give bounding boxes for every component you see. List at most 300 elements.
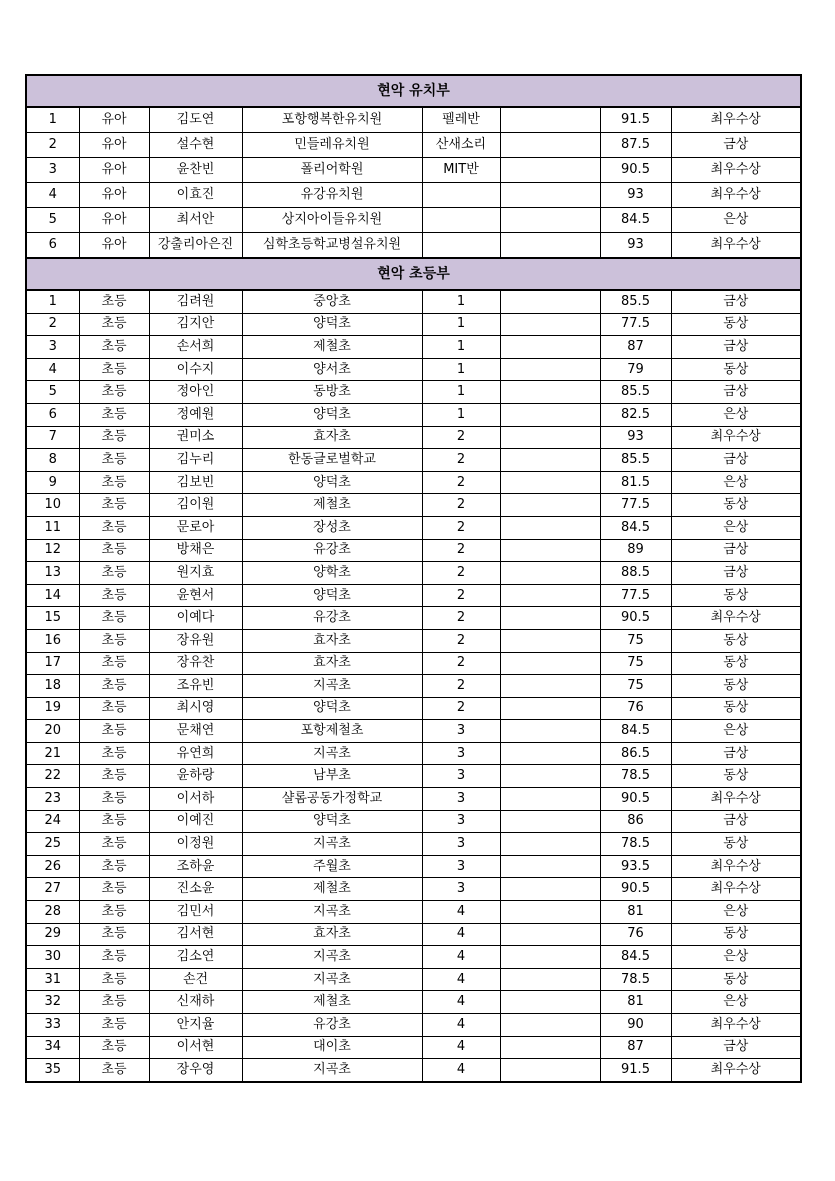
cell-division: 유아 bbox=[79, 133, 149, 158]
cell-number: 8 bbox=[26, 449, 79, 472]
cell-school: 샬롬공동가정학교 bbox=[242, 788, 422, 811]
cell-number: 2 bbox=[26, 313, 79, 336]
cell-school: 남부초 bbox=[242, 765, 422, 788]
table-row bbox=[26, 403, 801, 426]
cell-number: 2 bbox=[26, 133, 79, 158]
cell-award: 최우수상 bbox=[671, 107, 801, 133]
table-row bbox=[26, 652, 801, 675]
cell-number: 10 bbox=[26, 494, 79, 517]
cell-number: 6 bbox=[26, 233, 79, 259]
cell-score: 84.5 bbox=[600, 516, 671, 539]
cell-score: 77.5 bbox=[600, 313, 671, 336]
cell-number: 26 bbox=[26, 855, 79, 878]
cell-extra bbox=[500, 313, 600, 336]
cell-class: 2 bbox=[422, 652, 500, 675]
table-row bbox=[26, 381, 801, 404]
section-title: 현악 유치부 bbox=[26, 75, 801, 107]
cell-class: 4 bbox=[422, 923, 500, 946]
table-row bbox=[26, 788, 801, 811]
cell-score: 85.5 bbox=[600, 449, 671, 472]
cell-number: 4 bbox=[26, 358, 79, 381]
table-row bbox=[26, 742, 801, 765]
cell-name: 이수지 bbox=[149, 358, 242, 381]
cell-class: 2 bbox=[422, 516, 500, 539]
cell-division: 초등 bbox=[79, 516, 149, 539]
cell-school: 포항제철초 bbox=[242, 720, 422, 743]
cell-school: 제철초 bbox=[242, 878, 422, 901]
cell-score: 90 bbox=[600, 1014, 671, 1037]
cell-division: 초등 bbox=[79, 720, 149, 743]
cell-school: 효자초 bbox=[242, 923, 422, 946]
cell-division: 초등 bbox=[79, 358, 149, 381]
cell-award: 금상 bbox=[671, 742, 801, 765]
cell-award: 동상 bbox=[671, 584, 801, 607]
cell-number: 23 bbox=[26, 788, 79, 811]
cell-score: 78.5 bbox=[600, 968, 671, 991]
cell-extra bbox=[500, 675, 600, 698]
cell-school: 지곡초 bbox=[242, 833, 422, 856]
table-row bbox=[26, 697, 801, 720]
cell-class: 1 bbox=[422, 313, 500, 336]
cell-division: 초등 bbox=[79, 765, 149, 788]
cell-school: 지곡초 bbox=[242, 968, 422, 991]
cell-division: 초등 bbox=[79, 901, 149, 924]
table-row bbox=[26, 290, 801, 313]
cell-school: 지곡초 bbox=[242, 1059, 422, 1082]
cell-award: 동상 bbox=[671, 313, 801, 336]
cell-extra bbox=[500, 584, 600, 607]
cell-award: 은상 bbox=[671, 946, 801, 969]
cell-extra bbox=[500, 358, 600, 381]
cell-name: 김이원 bbox=[149, 494, 242, 517]
cell-division: 초등 bbox=[79, 607, 149, 630]
cell-school: 지곡초 bbox=[242, 901, 422, 924]
cell-number: 7 bbox=[26, 426, 79, 449]
cell-award: 은상 bbox=[671, 208, 801, 233]
cell-extra bbox=[500, 494, 600, 517]
cell-extra bbox=[500, 765, 600, 788]
cell-score: 90.5 bbox=[600, 607, 671, 630]
cell-class: 3 bbox=[422, 878, 500, 901]
cell-division: 초등 bbox=[79, 810, 149, 833]
cell-division: 초등 bbox=[79, 855, 149, 878]
table-row bbox=[26, 584, 801, 607]
cell-number: 29 bbox=[26, 923, 79, 946]
cell-division: 초등 bbox=[79, 991, 149, 1014]
table-row bbox=[26, 426, 801, 449]
cell-award: 동상 bbox=[671, 765, 801, 788]
cell-score: 89 bbox=[600, 539, 671, 562]
table-row bbox=[26, 901, 801, 924]
cell-extra bbox=[500, 833, 600, 856]
cell-name: 이예다 bbox=[149, 607, 242, 630]
cell-number: 1 bbox=[26, 107, 79, 133]
cell-number: 1 bbox=[26, 290, 79, 313]
table-row bbox=[26, 562, 801, 585]
table-row bbox=[26, 133, 801, 158]
table-row bbox=[26, 810, 801, 833]
cell-name: 장유찬 bbox=[149, 652, 242, 675]
cell-school: 제철초 bbox=[242, 336, 422, 359]
cell-division: 초등 bbox=[79, 1014, 149, 1037]
table-row bbox=[26, 923, 801, 946]
cell-extra bbox=[500, 607, 600, 630]
cell-class: MIT반 bbox=[422, 158, 500, 183]
cell-name: 조유빈 bbox=[149, 675, 242, 698]
cell-extra bbox=[500, 652, 600, 675]
cell-class: 4 bbox=[422, 1036, 500, 1059]
cell-award: 최우수상 bbox=[671, 233, 801, 259]
cell-school: 양덕초 bbox=[242, 697, 422, 720]
cell-number: 15 bbox=[26, 607, 79, 630]
cell-number: 32 bbox=[26, 991, 79, 1014]
cell-name: 손서희 bbox=[149, 336, 242, 359]
cell-extra bbox=[500, 233, 600, 259]
cell-award: 동상 bbox=[671, 652, 801, 675]
cell-class: 4 bbox=[422, 1059, 500, 1082]
cell-division: 유아 bbox=[79, 107, 149, 133]
cell-name: 김민서 bbox=[149, 901, 242, 924]
cell-number: 3 bbox=[26, 158, 79, 183]
cell-score: 78.5 bbox=[600, 833, 671, 856]
cell-class: 펠레반 bbox=[422, 107, 500, 133]
cell-number: 33 bbox=[26, 1014, 79, 1037]
cell-extra bbox=[500, 697, 600, 720]
cell-score: 79 bbox=[600, 358, 671, 381]
cell-name: 이서하 bbox=[149, 788, 242, 811]
cell-number: 21 bbox=[26, 742, 79, 765]
cell-award: 금상 bbox=[671, 539, 801, 562]
table-row bbox=[26, 449, 801, 472]
cell-name: 김서현 bbox=[149, 923, 242, 946]
cell-award: 금상 bbox=[671, 1036, 801, 1059]
table-row bbox=[26, 107, 801, 133]
cell-score: 81 bbox=[600, 991, 671, 1014]
cell-school: 유강초 bbox=[242, 1014, 422, 1037]
cell-number: 18 bbox=[26, 675, 79, 698]
cell-school: 장성초 bbox=[242, 516, 422, 539]
table-row bbox=[26, 358, 801, 381]
cell-name: 윤하랑 bbox=[149, 765, 242, 788]
cell-school: 포항행복한유치원 bbox=[242, 107, 422, 133]
cell-award: 최우수상 bbox=[671, 855, 801, 878]
cell-score: 76 bbox=[600, 697, 671, 720]
table-row bbox=[26, 1036, 801, 1059]
cell-score: 93 bbox=[600, 233, 671, 259]
cell-division: 초등 bbox=[79, 675, 149, 698]
cell-extra bbox=[500, 158, 600, 183]
cell-number: 14 bbox=[26, 584, 79, 607]
cell-name: 문채연 bbox=[149, 720, 242, 743]
cell-class: 2 bbox=[422, 562, 500, 585]
cell-school: 유강초 bbox=[242, 607, 422, 630]
cell-school: 제철초 bbox=[242, 991, 422, 1014]
table-row bbox=[26, 1059, 801, 1082]
cell-number: 20 bbox=[26, 720, 79, 743]
cell-school: 유강초 bbox=[242, 539, 422, 562]
cell-division: 초등 bbox=[79, 923, 149, 946]
cell-division: 초등 bbox=[79, 449, 149, 472]
cell-school: 상지아이들유치원 bbox=[242, 208, 422, 233]
cell-name: 김누리 bbox=[149, 449, 242, 472]
cell-score: 87.5 bbox=[600, 133, 671, 158]
cell-class: 2 bbox=[422, 539, 500, 562]
cell-school: 양덕초 bbox=[242, 471, 422, 494]
cell-class: 1 bbox=[422, 336, 500, 359]
cell-score: 85.5 bbox=[600, 381, 671, 404]
cell-number: 11 bbox=[26, 516, 79, 539]
cell-division: 초등 bbox=[79, 1036, 149, 1059]
cell-score: 76 bbox=[600, 923, 671, 946]
cell-number: 34 bbox=[26, 1036, 79, 1059]
cell-name: 권미소 bbox=[149, 426, 242, 449]
results-body bbox=[26, 75, 801, 1082]
cell-class: 1 bbox=[422, 358, 500, 381]
cell-extra bbox=[500, 471, 600, 494]
cell-division: 유아 bbox=[79, 158, 149, 183]
cell-school: 효자초 bbox=[242, 652, 422, 675]
table-row bbox=[26, 494, 801, 517]
cell-school: 지곡초 bbox=[242, 742, 422, 765]
cell-number: 17 bbox=[26, 652, 79, 675]
cell-number: 5 bbox=[26, 381, 79, 404]
cell-extra bbox=[500, 788, 600, 811]
table-row bbox=[26, 675, 801, 698]
cell-class: 4 bbox=[422, 901, 500, 924]
cell-class bbox=[422, 208, 500, 233]
section-header bbox=[26, 75, 801, 107]
cell-name: 손건 bbox=[149, 968, 242, 991]
cell-extra bbox=[500, 133, 600, 158]
cell-score: 90.5 bbox=[600, 158, 671, 183]
cell-number: 35 bbox=[26, 1059, 79, 1082]
cell-division: 초등 bbox=[79, 878, 149, 901]
table-row bbox=[26, 471, 801, 494]
cell-extra bbox=[500, 742, 600, 765]
cell-school: 효자초 bbox=[242, 426, 422, 449]
cell-name: 진소윤 bbox=[149, 878, 242, 901]
cell-award: 동상 bbox=[671, 675, 801, 698]
cell-name: 김려원 bbox=[149, 290, 242, 313]
cell-class: 4 bbox=[422, 991, 500, 1014]
cell-division: 초등 bbox=[79, 290, 149, 313]
table-row bbox=[26, 158, 801, 183]
table-row bbox=[26, 516, 801, 539]
cell-award: 은상 bbox=[671, 720, 801, 743]
cell-school: 양덕초 bbox=[242, 403, 422, 426]
cell-name: 김도연 bbox=[149, 107, 242, 133]
cell-name: 이효진 bbox=[149, 183, 242, 208]
cell-class: 3 bbox=[422, 720, 500, 743]
cell-score: 81.5 bbox=[600, 471, 671, 494]
table-row bbox=[26, 1014, 801, 1037]
cell-school: 지곡초 bbox=[242, 946, 422, 969]
cell-name: 최서안 bbox=[149, 208, 242, 233]
cell-school: 한동글로벌학교 bbox=[242, 449, 422, 472]
cell-division: 초등 bbox=[79, 494, 149, 517]
cell-school: 지곡초 bbox=[242, 675, 422, 698]
cell-extra bbox=[500, 107, 600, 133]
cell-division: 초등 bbox=[79, 742, 149, 765]
cell-class: 2 bbox=[422, 697, 500, 720]
cell-extra bbox=[500, 1036, 600, 1059]
cell-score: 78.5 bbox=[600, 765, 671, 788]
cell-award: 동상 bbox=[671, 697, 801, 720]
cell-school: 제철초 bbox=[242, 494, 422, 517]
cell-class: 2 bbox=[422, 607, 500, 630]
cell-school: 양덕초 bbox=[242, 313, 422, 336]
results-table bbox=[25, 74, 802, 1083]
cell-number: 27 bbox=[26, 878, 79, 901]
cell-award: 은상 bbox=[671, 516, 801, 539]
cell-score: 88.5 bbox=[600, 562, 671, 585]
cell-name: 최시영 bbox=[149, 697, 242, 720]
cell-class: 4 bbox=[422, 968, 500, 991]
cell-class: 3 bbox=[422, 765, 500, 788]
cell-extra bbox=[500, 901, 600, 924]
cell-class: 1 bbox=[422, 381, 500, 404]
cell-school: 심학초등학교병설유치원 bbox=[242, 233, 422, 259]
cell-class: 4 bbox=[422, 946, 500, 969]
cell-division: 초등 bbox=[79, 336, 149, 359]
cell-name: 김소연 bbox=[149, 946, 242, 969]
cell-score: 91.5 bbox=[600, 107, 671, 133]
cell-division: 초등 bbox=[79, 629, 149, 652]
cell-division: 초등 bbox=[79, 562, 149, 585]
cell-class: 산새소리 bbox=[422, 133, 500, 158]
cell-score: 75 bbox=[600, 629, 671, 652]
cell-division: 초등 bbox=[79, 833, 149, 856]
cell-score: 93.5 bbox=[600, 855, 671, 878]
cell-name: 장우영 bbox=[149, 1059, 242, 1082]
cell-class: 1 bbox=[422, 403, 500, 426]
cell-score: 82.5 bbox=[600, 403, 671, 426]
cell-name: 신재하 bbox=[149, 991, 242, 1014]
cell-name: 김보빈 bbox=[149, 471, 242, 494]
cell-division: 유아 bbox=[79, 233, 149, 259]
cell-score: 77.5 bbox=[600, 584, 671, 607]
cell-award: 최우수상 bbox=[671, 426, 801, 449]
cell-award: 은상 bbox=[671, 991, 801, 1014]
table-row bbox=[26, 720, 801, 743]
cell-award: 최우수상 bbox=[671, 788, 801, 811]
cell-award: 동상 bbox=[671, 629, 801, 652]
cell-score: 81 bbox=[600, 901, 671, 924]
cell-award: 동상 bbox=[671, 923, 801, 946]
cell-score: 87 bbox=[600, 1036, 671, 1059]
cell-score: 91.5 bbox=[600, 1059, 671, 1082]
cell-score: 90.5 bbox=[600, 878, 671, 901]
cell-school: 유강유치원 bbox=[242, 183, 422, 208]
cell-number: 16 bbox=[26, 629, 79, 652]
cell-division: 초등 bbox=[79, 697, 149, 720]
cell-award: 동상 bbox=[671, 968, 801, 991]
table-row bbox=[26, 765, 801, 788]
cell-extra bbox=[500, 878, 600, 901]
cell-number: 19 bbox=[26, 697, 79, 720]
cell-extra bbox=[500, 855, 600, 878]
cell-division: 초등 bbox=[79, 471, 149, 494]
cell-school: 폴리어학원 bbox=[242, 158, 422, 183]
section-header bbox=[26, 258, 801, 290]
cell-extra bbox=[500, 208, 600, 233]
cell-school: 양학초 bbox=[242, 562, 422, 585]
cell-name: 정예원 bbox=[149, 403, 242, 426]
cell-extra bbox=[500, 720, 600, 743]
cell-name: 윤현서 bbox=[149, 584, 242, 607]
cell-number: 3 bbox=[26, 336, 79, 359]
cell-score: 75 bbox=[600, 675, 671, 698]
cell-class: 2 bbox=[422, 675, 500, 698]
cell-extra bbox=[500, 336, 600, 359]
cell-extra bbox=[500, 516, 600, 539]
cell-award: 금상 bbox=[671, 336, 801, 359]
table-row bbox=[26, 968, 801, 991]
cell-class: 4 bbox=[422, 1014, 500, 1037]
cell-name: 조하윤 bbox=[149, 855, 242, 878]
cell-class: 3 bbox=[422, 742, 500, 765]
cell-name: 원지효 bbox=[149, 562, 242, 585]
table-row bbox=[26, 855, 801, 878]
cell-school: 주월초 bbox=[242, 855, 422, 878]
cell-name: 김지안 bbox=[149, 313, 242, 336]
cell-name: 안지율 bbox=[149, 1014, 242, 1037]
cell-class: 2 bbox=[422, 584, 500, 607]
cell-class bbox=[422, 233, 500, 259]
cell-name: 이서현 bbox=[149, 1036, 242, 1059]
cell-division: 초등 bbox=[79, 968, 149, 991]
cell-name: 방채은 bbox=[149, 539, 242, 562]
cell-score: 84.5 bbox=[600, 208, 671, 233]
cell-class: 2 bbox=[422, 449, 500, 472]
cell-class: 1 bbox=[422, 290, 500, 313]
cell-number: 6 bbox=[26, 403, 79, 426]
cell-division: 초등 bbox=[79, 539, 149, 562]
cell-number: 4 bbox=[26, 183, 79, 208]
cell-division: 유아 bbox=[79, 183, 149, 208]
cell-number: 5 bbox=[26, 208, 79, 233]
table-row bbox=[26, 336, 801, 359]
cell-award: 최우수상 bbox=[671, 183, 801, 208]
cell-score: 75 bbox=[600, 652, 671, 675]
cell-extra bbox=[500, 991, 600, 1014]
cell-score: 93 bbox=[600, 183, 671, 208]
cell-score: 77.5 bbox=[600, 494, 671, 517]
table-row bbox=[26, 539, 801, 562]
cell-class: 3 bbox=[422, 810, 500, 833]
cell-award: 금상 bbox=[671, 810, 801, 833]
cell-name: 유연희 bbox=[149, 742, 242, 765]
section-title: 현악 초등부 bbox=[26, 258, 801, 290]
cell-division: 초등 bbox=[79, 313, 149, 336]
cell-extra bbox=[500, 426, 600, 449]
cell-number: 31 bbox=[26, 968, 79, 991]
table-row bbox=[26, 313, 801, 336]
cell-score: 84.5 bbox=[600, 946, 671, 969]
cell-score: 87 bbox=[600, 336, 671, 359]
cell-number: 28 bbox=[26, 901, 79, 924]
cell-division: 초등 bbox=[79, 946, 149, 969]
cell-class: 2 bbox=[422, 494, 500, 517]
cell-name: 이정원 bbox=[149, 833, 242, 856]
table-row bbox=[26, 233, 801, 259]
cell-extra bbox=[500, 1059, 600, 1082]
cell-number: 25 bbox=[26, 833, 79, 856]
table-row bbox=[26, 629, 801, 652]
cell-school: 대이초 bbox=[242, 1036, 422, 1059]
table-row bbox=[26, 607, 801, 630]
cell-award: 은상 bbox=[671, 901, 801, 924]
